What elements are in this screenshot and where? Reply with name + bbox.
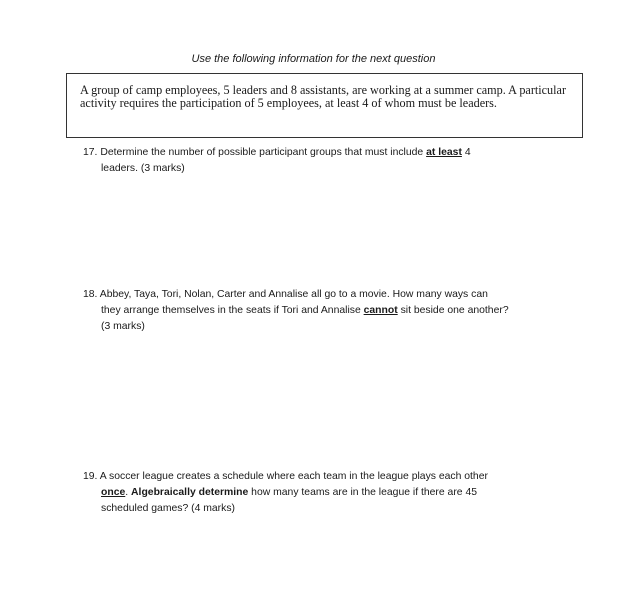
information-text: A group of camp employees, 5 leaders and 8 assistants, are working at a summer camp. A particular activity requires the participation of 5 employees, at least 4 of whom must be leaders. bbox=[80, 83, 567, 110]
question-19-line-2 bbox=[83, 485, 563, 501]
question-17-text-b: 4 bbox=[464, 147, 471, 158]
question-17 bbox=[83, 145, 563, 177]
emphasis-at-least: at least bbox=[426, 147, 462, 158]
question-19 bbox=[83, 469, 563, 517]
question-19-line-3: scheduled games? (4 marks) bbox=[101, 503, 235, 514]
question-19-text-a: A soccer league creates a schedule where each team in the league plays each other bbox=[99, 471, 488, 482]
emphasis-algebraically-determine: Algebraically determine bbox=[131, 487, 249, 498]
question-18-line-3: (3 marks) bbox=[101, 321, 145, 332]
question-17-line-2: leaders. (3 marks) bbox=[101, 163, 185, 174]
question-18-line-2 bbox=[83, 303, 563, 319]
question-18 bbox=[83, 287, 563, 335]
question-number: 18. bbox=[83, 289, 98, 300]
emphasis-once: once bbox=[101, 487, 126, 498]
question-number: 17. bbox=[83, 147, 98, 158]
question-number: 19. bbox=[83, 471, 98, 482]
instruction-text: Use the following information for the next question bbox=[191, 53, 436, 65]
information-box bbox=[66, 73, 583, 138]
question-19-line-1 bbox=[83, 469, 563, 485]
question-18-text-b: they arrange themselves in the seats if Tori and Annalise bbox=[101, 305, 361, 316]
question-19-period: . bbox=[125, 487, 129, 498]
question-18-text-a: Abbey, Taya, Tori, Nolan, Carter and Annalise all go to a movie. How many ways can bbox=[99, 289, 488, 300]
emphasis-cannot: cannot bbox=[363, 305, 398, 316]
question-19-text-b: how many teams are in the league if there are 45 bbox=[251, 487, 478, 498]
question-18-text-c: sit beside one another? bbox=[400, 305, 509, 316]
question-18-line-1 bbox=[83, 287, 563, 303]
question-17-line-1 bbox=[83, 145, 563, 161]
question-17-text-a: Determine the number of possible participant groups that must include bbox=[100, 147, 424, 158]
